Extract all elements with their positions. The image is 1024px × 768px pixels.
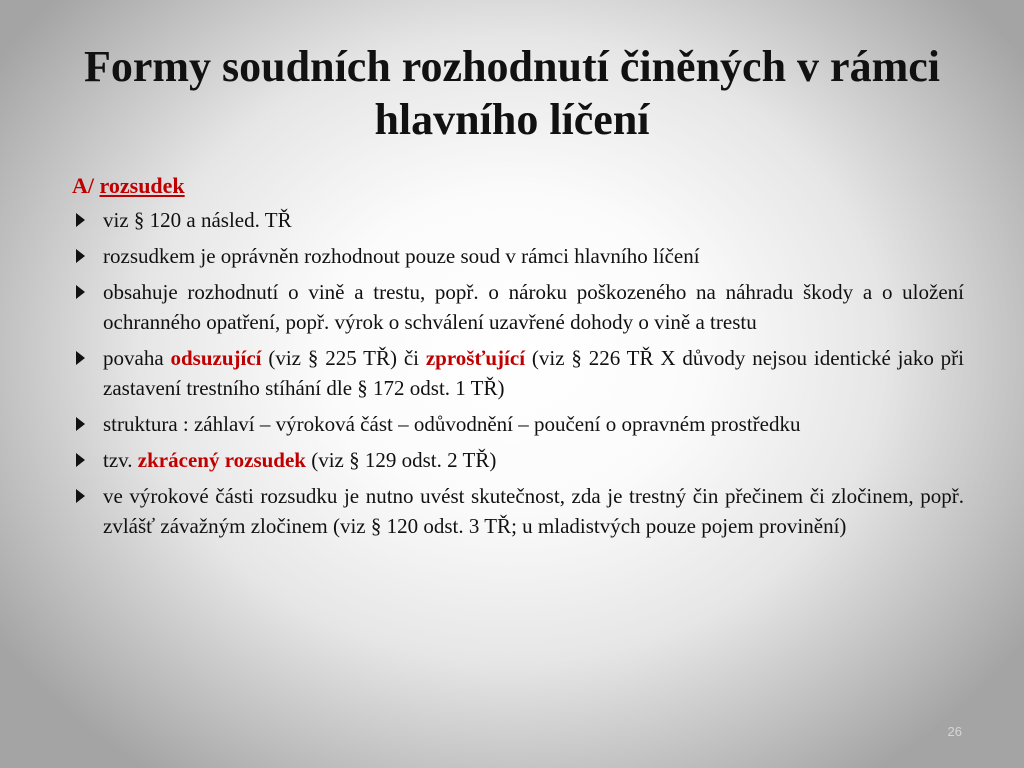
bullet-item — [72, 481, 964, 541]
bullet-text: rozsudkem je oprávněn rozhodnout pouze soud v rámci hlavního líčení — [103, 244, 700, 268]
bullet-item — [72, 277, 964, 337]
triangle-right-icon — [76, 417, 85, 431]
section-heading — [72, 171, 964, 201]
bullet-item — [72, 241, 964, 271]
section-heading-link[interactable]: rozsudek — [99, 173, 185, 198]
bullet-item — [72, 409, 964, 439]
emphasis-zprostujici: zprošťující — [425, 346, 526, 370]
bullet-item — [72, 445, 964, 475]
triangle-right-icon — [76, 285, 85, 299]
bullet-item — [72, 205, 964, 235]
bullet-item — [72, 343, 964, 403]
triangle-right-icon — [76, 453, 85, 467]
bullet-text: (viz § 225 TŘ) či — [268, 346, 419, 370]
slide-number: 26 — [947, 724, 962, 739]
triangle-right-icon — [76, 213, 85, 227]
bullet-text: obsahuje rozhodnutí o vině a trestu, popř. o nároku poškozeného na náhradu škody a o uložení ochranného opatření, popř. výrok o schválení uzavřené dohody o vině a trestu — [103, 280, 964, 334]
bullet-text: (viz § 129 odst. 2 TŘ) — [311, 448, 497, 472]
bullet-text: povaha — [103, 346, 164, 370]
emphasis-zkraceny-rozsudek: zkrácený rozsudek — [137, 448, 306, 472]
bullet-text: struktura : záhlaví – výroková část – odůvodnění – poučení o opravném prostředku — [103, 412, 801, 436]
bullet-text: viz § 120 a násled. TŘ — [103, 208, 292, 232]
section-prefix: A/ — [72, 173, 94, 198]
slide-content — [72, 171, 964, 547]
slide-title: Formy soudních rozhodnutí činěných v rámci hlavního líčení — [83, 42, 940, 144]
triangle-right-icon — [76, 351, 85, 365]
bullet-list — [72, 205, 964, 541]
bullet-text: tzv. — [103, 448, 133, 472]
emphasis-odsuzujici: odsuzující — [170, 346, 262, 370]
triangle-right-icon — [76, 489, 85, 503]
bullet-text: (viz § 226 TŘ X důvody nejsou identické jako při zastavení trestního stíhání dle § 172 odst. 1 TŘ) — [103, 346, 965, 400]
bullet-text: ve výrokové části rozsudku je nutno uvést skutečnost, zda je trestný čin přečinem či zločinem, popř. zvlášť závažným zločinem (viz § 120 odst. 3 TŘ; u mladistvých pouze pojem provinění) — [103, 484, 964, 538]
triangle-right-icon — [76, 249, 85, 263]
